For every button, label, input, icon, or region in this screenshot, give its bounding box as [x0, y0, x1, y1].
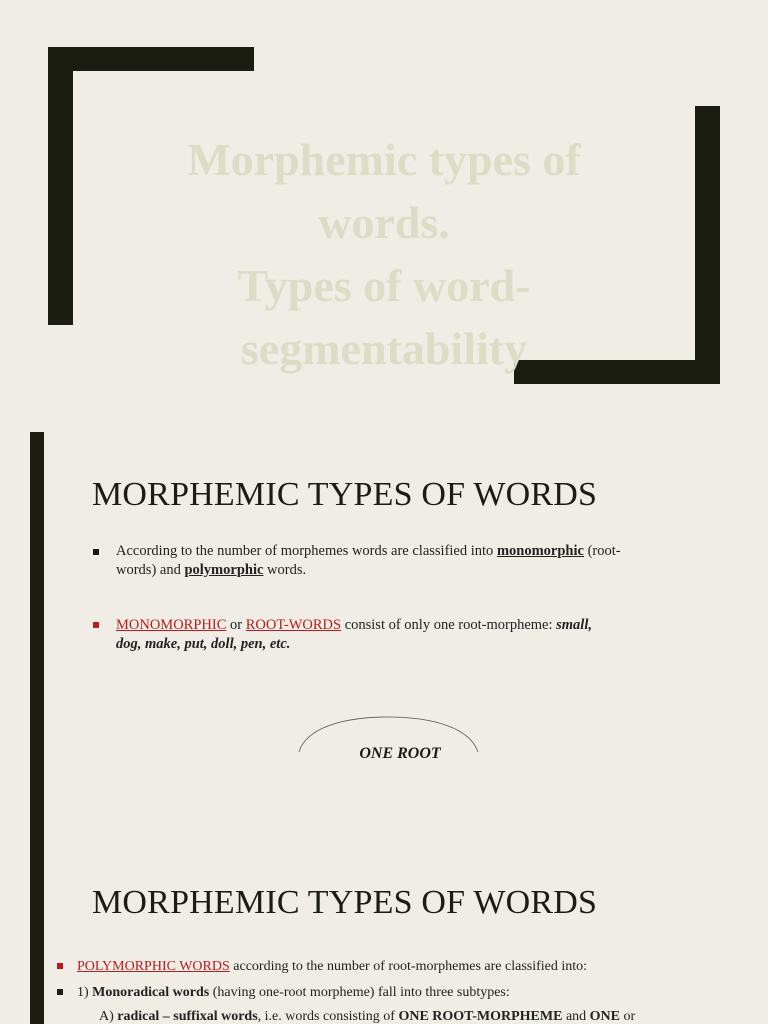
frame-bottom-right-vertical	[695, 106, 720, 384]
frame-top-left-vertical	[48, 47, 73, 325]
subtype-radical-suffixal: A) radical – suffixal words, i.e. words consisting of ONE ROOT-MORPHEME and ONE or	[99, 1009, 636, 1024]
content-slide-polymorphic	[0, 864, 768, 1024]
bullet-square-icon	[57, 989, 63, 995]
bullet-square-icon	[57, 963, 63, 969]
content-slide-monomorphic	[0, 432, 768, 864]
bullet-monomorphic-polymorphic: According to the number of morphemes words are classified into monomorphic (root- words) and polymorphic words.	[116, 543, 621, 578]
frame-top-left-horizontal	[48, 47, 254, 71]
bullet-square-icon	[93, 549, 99, 555]
left-accent-bar	[30, 432, 44, 864]
one-root-label: ONE ROOT	[359, 745, 441, 762]
bullet-monoradical-words: 1) Monoradical words (having one-root morpheme) fall into three subtypes:	[77, 985, 510, 1000]
slide-heading: MORPHEMIC TYPES OF WORDS	[92, 476, 598, 513]
title-slide	[0, 0, 768, 432]
bullet-polymorphic-words: POLYMORPHIC WORDS according to the number of root-morphemes are classified into:	[77, 959, 588, 974]
bullet-monomorphic-definition: MONOMORPHIC or ROOT-WORDS consist of only one root-morpheme: small, dog, make, put, doll, pen, etc.	[116, 617, 592, 652]
left-accent-bar	[30, 864, 44, 1024]
slide-title: Morphemic types of words. Types of word- segmentability	[187, 134, 581, 374]
slide-heading: MORPHEMIC TYPES OF WORDS	[92, 884, 598, 921]
bullet-square-icon	[93, 622, 99, 628]
